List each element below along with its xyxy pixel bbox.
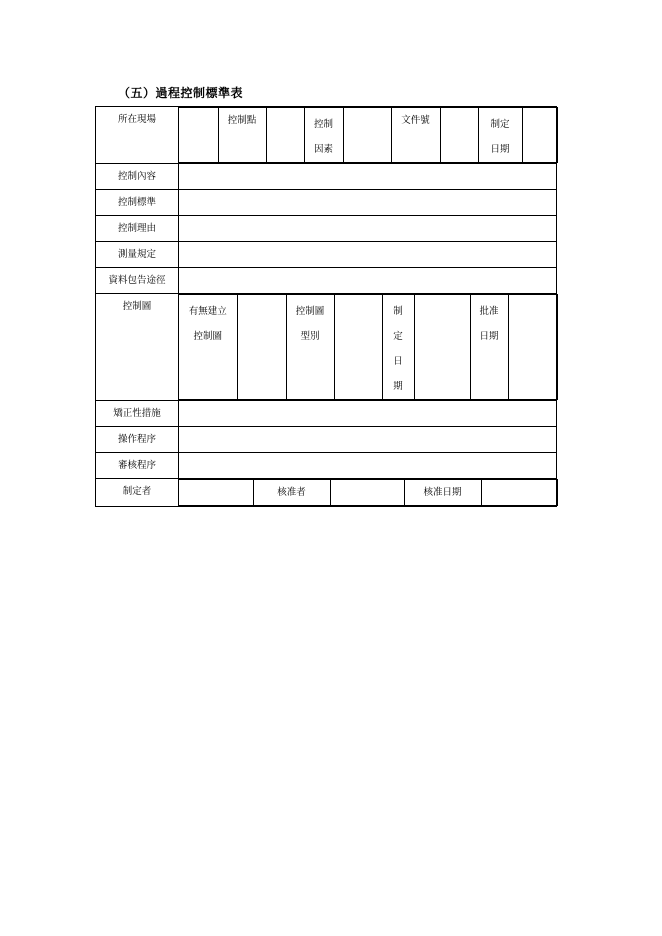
report-field[interactable]: [179, 268, 557, 294]
chart-made-date-label: 制 定 日 期: [382, 295, 414, 400]
chart-type-field[interactable]: [334, 295, 382, 400]
maker-field[interactable]: [179, 480, 253, 506]
footer-approve-date-label: 核准日期: [404, 480, 481, 506]
row1-fields: [179, 107, 557, 164]
document-no-label: 文件號: [391, 108, 440, 163]
approve-date-label: 批准 日期: [470, 295, 508, 400]
maker-label: 制定者: [96, 479, 179, 507]
footer-approve-date-field[interactable]: [481, 480, 557, 506]
reason-field[interactable]: [179, 216, 557, 242]
corrective-label: 矯正性措施: [96, 401, 179, 427]
location-label: 所在現場: [96, 107, 179, 164]
document-no-field[interactable]: [440, 108, 478, 163]
standard-field[interactable]: [179, 190, 557, 216]
operation-field[interactable]: [179, 427, 557, 453]
footer-fields: [179, 479, 557, 507]
measurement-label: 測量規定: [96, 242, 179, 268]
measurement-field[interactable]: [179, 242, 557, 268]
chart-type-label: 控制圖 型別: [286, 295, 334, 400]
audit-label: 審核程序: [96, 453, 179, 479]
form-title: （五）過程控制標準表: [118, 86, 244, 100]
approver-label: 核准者: [253, 480, 330, 506]
content-label: 控制內容: [96, 164, 179, 190]
corrective-field[interactable]: [179, 401, 557, 427]
standard-label: 控制標準: [96, 190, 179, 216]
report-label: 資料包告途徑: [96, 268, 179, 294]
control-point-field[interactable]: [266, 108, 304, 163]
established-field[interactable]: [237, 295, 286, 400]
chart-made-date-field[interactable]: [414, 295, 470, 400]
control-chart-fields: [179, 294, 557, 401]
control-factor-label: 控制 因素: [304, 108, 343, 163]
control-point-label: 控制點: [218, 108, 266, 163]
date-made-label: 制定 日期: [478, 108, 522, 163]
approve-date-field[interactable]: [508, 295, 557, 400]
content-field[interactable]: [179, 164, 557, 190]
reason-label: 控制理由: [96, 216, 179, 242]
audit-field[interactable]: [179, 453, 557, 479]
operation-label: 操作程序: [96, 427, 179, 453]
location-field[interactable]: [179, 108, 218, 163]
process-control-standard-table: [95, 106, 557, 507]
control-chart-label: 控制圖: [96, 294, 179, 401]
established-label: 有無建立 控制圖: [179, 295, 237, 400]
approver-field[interactable]: [330, 480, 404, 506]
date-made-field[interactable]: [522, 108, 557, 163]
control-factor-field[interactable]: [343, 108, 391, 163]
